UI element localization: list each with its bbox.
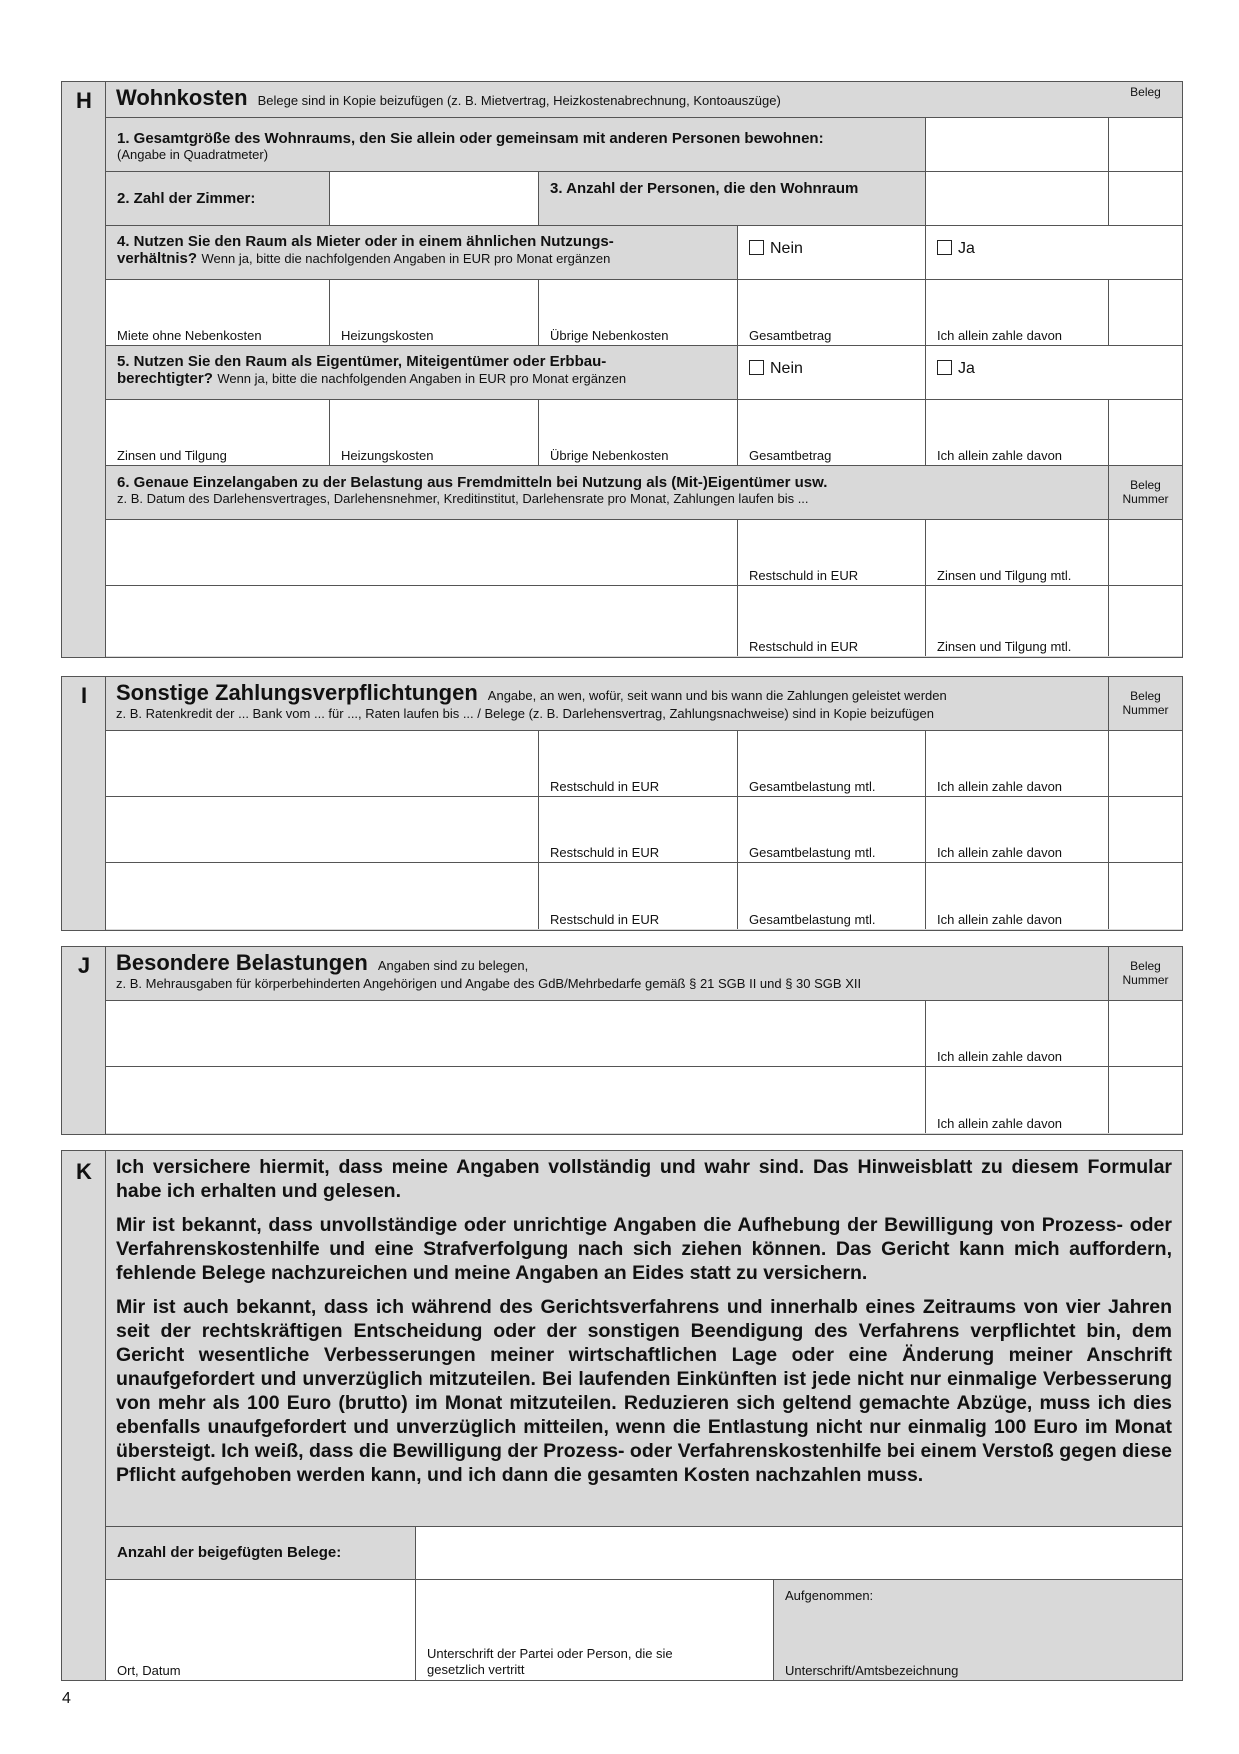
payment-rest-label: Restschuld in EUR (550, 845, 660, 860)
page-number: 4 (62, 1690, 71, 1707)
q4-no-cell (738, 226, 926, 280)
q6-note: z. B. Datum des Darlehensvertrages, Darlehensnehmer, Kreditinstitut, Darlehensrate pro Monat, Zahlungen laufen bis ... (117, 491, 809, 506)
nummer-label: Nummer (1122, 973, 1169, 987)
q6-beleg-header (1109, 466, 1182, 520)
q1-area-field[interactable] (926, 118, 1109, 172)
q2-label-cell (106, 172, 330, 226)
payment-own-label: Ich allein zahle davon (937, 912, 1063, 927)
beleg-label: Beleg (1130, 478, 1161, 492)
section-h-sidebar (62, 82, 106, 657)
debt-beleg-field-2[interactable] (1109, 586, 1182, 656)
debt-desc-field-2[interactable] (106, 586, 738, 656)
place-date-label: Ort, Datum (117, 1663, 181, 1678)
section-i-sidebar (62, 677, 106, 930)
debt-beleg-field-1[interactable] (1109, 520, 1182, 586)
q4-yes-cell (926, 226, 1182, 280)
payment-beleg-field-2[interactable] (1109, 797, 1182, 863)
declaration-paragraph-3: Mir ist auch bekannt, dass ich während des Gerichtsverfahrens und innerhalb eines Zeitraums von vier Jahren seit der rechtskräftigen Entscheidung oder der sonstigen Beendigung des Verfahrens verpflichtet bin, dem Gericht wesentliche Verbesserungen meiner wirtschaftlichen Lage oder eine Änderung meiner Anschrift unaufgefordert und unverzüglich mitzuteilen. Bei laufenden Einkünften ist jede nicht nur einmalige Verbesserung von mehr als 100 Euro (brutto) im Monat mitzuteilen. Reduzieren sich geltend gemachte Abzüge, muss ich dies ebenfalls unaufgefordert und unverzüglich mitteilen, wenn die Entlastung nicht nur einmalig 100 Euro im Monat übersteigt. Ich weiß, dass die Bewilligung der Prozess- oder Verfahrenskostenhilfe bei einem Verstoß gegen diese Pflicht aufgehoben werden kann, und ich dann die gesamten Kosten nachzahlen muss. (116, 1296, 1172, 1486)
declaration-paragraph-1: Ich versichere hiermit, dass meine Angaben vollständig und wahr sind. Das Hinweisblatt zu diesem Formular habe ich erhalten und gelesen. (116, 1156, 1172, 1202)
section-j-subtitle: Angaben sind zu belegen, (377, 958, 529, 973)
q5-label-cell (106, 346, 738, 400)
q4-label-cell (106, 226, 738, 280)
nummer-label: Nummer (1122, 492, 1169, 506)
debt-desc-field-1[interactable] (106, 520, 738, 586)
q2-rooms-field[interactable] (330, 172, 539, 226)
nummer-label: Nummer (1122, 703, 1169, 717)
own-field-3[interactable] (539, 400, 738, 466)
payment-total-field-1[interactable] (738, 731, 926, 797)
q3-label-cell (539, 172, 926, 226)
beleg-label: Beleg (1130, 85, 1161, 99)
section-h-title: Wohnkosten (116, 85, 248, 110)
section-j-header (106, 947, 1109, 1001)
official-field (774, 1580, 1182, 1680)
section-i-note: z. B. Ratenkredit der ... Bank vom ... für ..., Raten laufen bis ... / Belege (z. B. Darlehensvertrag, Zahlungsnachweise) sind in Kopie beizufügen (116, 706, 934, 721)
rent-field-5[interactable] (926, 280, 1109, 346)
q2-question: 2. Zahl der Zimmer: (117, 190, 256, 207)
own-field-5[interactable] (926, 400, 1109, 466)
burden-own-field-1[interactable] (926, 1001, 1109, 1067)
payment-beleg-field-3[interactable] (1109, 863, 1182, 929)
payment-rest-field-3[interactable] (539, 863, 738, 929)
payment-own-field-3[interactable] (926, 863, 1109, 929)
q4-note: Wenn ja, bitte die nachfolgenden Angaben in EUR pro Monat ergänzen (201, 251, 611, 266)
section-i-letter: I (80, 683, 88, 708)
own-label-4: Gesamtbetrag (749, 448, 832, 463)
burden-own-label: Ich allein zahle davon (937, 1116, 1063, 1131)
debt-rest-field-1[interactable] (738, 520, 926, 586)
rent-label-5: Ich allein zahle davon (937, 328, 1063, 343)
rent-field-3[interactable] (539, 280, 738, 346)
burden-beleg-field-2[interactable] (1109, 1067, 1182, 1133)
q4-no-label: Nein (770, 240, 803, 257)
attachments-label-cell (106, 1526, 416, 1580)
q5-yes-cell (926, 346, 1182, 400)
q3-beleg-field[interactable] (1109, 172, 1182, 226)
attachments-count-field[interactable] (416, 1526, 1182, 1580)
signature-field[interactable] (416, 1580, 774, 1680)
section-k (61, 1150, 1183, 1681)
rent-label-2: Heizungskosten (341, 328, 434, 343)
q4-question-line1: 4. Nutzen Sie den Raum als Mieter oder in einem ähnlichen Nutzungs- (117, 233, 614, 250)
q6-label-cell (106, 466, 1109, 520)
payment-beleg-field-1[interactable] (1109, 731, 1182, 797)
payment-own-label: Ich allein zahle davon (937, 845, 1063, 860)
payment-desc-field-3[interactable] (106, 863, 539, 929)
payment-own-label: Ich allein zahle davon (937, 779, 1063, 794)
q5-question-line1: 5. Nutzen Sie den Raum als Eigentümer, Miteigentümer oder Erbbau- (117, 353, 607, 370)
section-i-header (106, 677, 1109, 731)
section-h-letter: H (76, 88, 92, 113)
section-i-beleg-header (1109, 677, 1182, 731)
q1-label-cell (106, 118, 926, 172)
rent-beleg-field[interactable] (1109, 280, 1182, 346)
q5-yes-checkbox[interactable] (937, 360, 952, 375)
payment-total-label: Gesamtbelastung mtl. (749, 845, 876, 860)
burden-beleg-field-1[interactable] (1109, 1001, 1182, 1067)
payment-rest-field-2[interactable] (539, 797, 738, 863)
own-label-5: Ich allein zahle davon (937, 448, 1063, 463)
section-k-sidebar (62, 1151, 106, 1680)
declaration-text (116, 1155, 1172, 1497)
q5-no-checkbox[interactable] (749, 360, 764, 375)
q4-yes-checkbox[interactable] (937, 240, 952, 255)
section-k-letter: K (76, 1159, 92, 1184)
own-beleg-field[interactable] (1109, 400, 1182, 466)
q5-yes-label: Ja (958, 360, 975, 377)
burden-own-field-2[interactable] (926, 1067, 1109, 1133)
rent-label-3: Übrige Nebenkosten (550, 328, 669, 343)
payment-own-field-1[interactable] (926, 731, 1109, 797)
beleg-label: Beleg (1130, 959, 1161, 973)
q4-no-checkbox[interactable] (749, 240, 764, 255)
attachments-label: Anzahl der beigefügten Belege: (117, 1544, 342, 1561)
section-h-header (106, 82, 1171, 118)
official-signature-label: Unterschrift/Amtsbezeichnung (785, 1663, 959, 1678)
q4-question-line2: verhältnis? (117, 250, 198, 267)
declaration-paragraph-2: Mir ist bekannt, dass unvollständige oder unrichtige Angaben die Aufhebung der Bewilligung von Prozess- oder Verfahrenskostenhilfe und eine Strafverfolgung nach sich ziehen können. Das Gericht kann mich auffordern, fehlende Belege nachzureichen und meine Angaben an Eides statt zu versichern. (116, 1214, 1172, 1284)
signature-label-line1: Unterschrift der Partei oder Person, die sie (427, 1646, 673, 1661)
section-j-note: z. B. Mehrausgaben für körperbehinderten Angehörigen und Angabe des GdB/Mehrbedarfe gemäß § 21 SGB II und § 30 SGB XII (116, 976, 862, 991)
burden-own-label: Ich allein zahle davon (937, 1049, 1063, 1064)
own-field-4[interactable] (738, 400, 926, 466)
section-h-beleg-header (1109, 82, 1182, 118)
burden-desc-field-2[interactable] (106, 1067, 926, 1133)
own-label-2: Heizungskosten (341, 448, 434, 463)
own-label-1: Zinsen und Tilgung (117, 448, 227, 463)
beleg-label: Beleg (1130, 689, 1161, 703)
payment-total-label: Gesamtbelastung mtl. (749, 779, 876, 794)
section-i-subtitle: Angabe, an wen, wofür, seit wann und bis wann die Zahlungen geleistet werden (487, 688, 947, 703)
q3-persons-field[interactable] (926, 172, 1109, 226)
debt-interest-field-2[interactable] (926, 586, 1109, 656)
q4-yes-label: Ja (958, 240, 975, 257)
debt-interest-field-1[interactable] (926, 520, 1109, 586)
debt-rest-label: Restschuld in EUR (749, 639, 859, 654)
q1-beleg-field[interactable] (1109, 118, 1182, 172)
burden-desc-field-1[interactable] (106, 1001, 926, 1067)
rent-field-2[interactable] (330, 280, 539, 346)
q5-no-label: Nein (770, 360, 803, 377)
own-field-1[interactable] (106, 400, 330, 466)
rent-label-1: Miete ohne Nebenkosten (117, 328, 262, 343)
q1-question: 1. Gesamtgröße des Wohnraums, den Sie allein oder gemeinsam mit anderen Personen bewohnen: (117, 130, 824, 147)
q5-question-line2: berechtigter? (117, 370, 213, 387)
debt-interest-label: Zinsen und Tilgung mtl. (937, 639, 1072, 654)
rent-label-4: Gesamtbetrag (749, 328, 832, 343)
payment-rest-label: Restschuld in EUR (550, 779, 660, 794)
q1-note: (Angabe in Quadratmeter) (117, 147, 269, 162)
payment-rest-field-1[interactable] (539, 731, 738, 797)
q5-no-cell (738, 346, 926, 400)
section-i (61, 676, 1183, 931)
payment-own-field-2[interactable] (926, 797, 1109, 863)
q3-question: 3. Anzahl der Personen, die den Wohnraum (550, 180, 859, 197)
recorded-label: Aufgenommen: (785, 1588, 874, 1603)
debt-rest-label: Restschuld in EUR (749, 568, 859, 583)
section-h (61, 81, 1183, 658)
rent-field-4[interactable] (738, 280, 926, 346)
payment-desc-field-1[interactable] (106, 731, 539, 797)
payment-total-field-2[interactable] (738, 797, 926, 863)
payment-total-label: Gesamtbelastung mtl. (749, 912, 876, 927)
debt-interest-label: Zinsen und Tilgung mtl. (937, 568, 1072, 583)
section-j-letter: J (77, 953, 91, 978)
debt-rest-field-2[interactable] (738, 586, 926, 656)
q5-note: Wenn ja, bitte die nachfolgenden Angaben in EUR pro Monat ergänzen (217, 371, 627, 386)
section-i-title: Sonstige Zahlungsverpflichtungen (116, 680, 478, 705)
payment-rest-label: Restschuld in EUR (550, 912, 660, 927)
own-label-3: Übrige Nebenkosten (550, 448, 669, 463)
rent-field-1[interactable] (106, 280, 330, 346)
section-j-title: Besondere Belastungen (116, 950, 368, 975)
section-j (61, 946, 1183, 1135)
place-date-field[interactable] (106, 1580, 416, 1680)
own-field-2[interactable] (330, 400, 539, 466)
section-j-beleg-header (1109, 947, 1182, 1001)
q6-question: 6. Genaue Einzelangaben zu der Belastung aus Fremdmitteln bei Nutzung als (Mit-)Eigentümer usw. (117, 474, 828, 491)
signature-label-line2: gesetzlich vertritt (427, 1662, 525, 1677)
section-h-subtitle: Belege sind in Kopie beizufügen (z. B. Mietvertrag, Heizkostenabrechnung, Kontoauszüge) (257, 93, 781, 108)
payment-desc-field-2[interactable] (106, 797, 539, 863)
payment-total-field-3[interactable] (738, 863, 926, 929)
